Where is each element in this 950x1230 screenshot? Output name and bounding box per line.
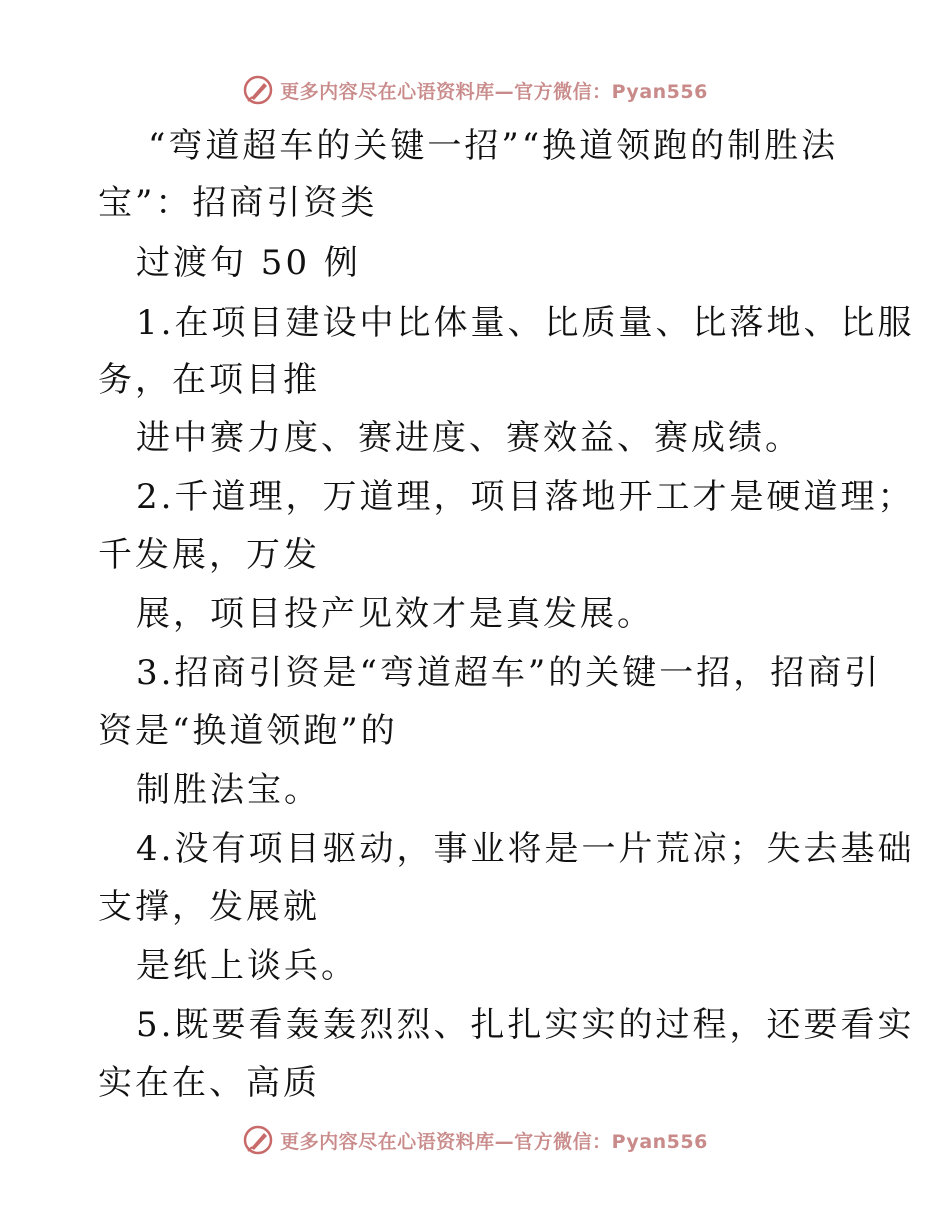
footer-watermark xyxy=(0,1120,950,1160)
text-line: 支撑，发展就 xyxy=(98,887,320,927)
watermark-text: 更多内容尽在心语资料库—官方微信：Pyan556 xyxy=(280,80,708,103)
text-line: 4.没有项目驱动，事业将是一片荒凉；失去基础 xyxy=(136,829,915,869)
text-line: 2.千道理，万道理，项目落地开工才是硬道理； xyxy=(136,477,915,517)
text-line: 是纸上谈兵。 xyxy=(136,946,358,986)
text-line: “弯道超车的关键一招”“换道领跑的制胜法 xyxy=(148,126,839,166)
text-line: 5.既要看轰轰烈烈、扎扎实实的过程，还要看实 xyxy=(136,1005,915,1045)
quill-pen-logo-icon xyxy=(242,1124,274,1156)
text-line: 制胜法宝。 xyxy=(136,770,321,810)
text-line: 1.在项目建设中比体量、比质量、比落地、比服 xyxy=(136,303,915,343)
text-line: 资是“换道领跑”的 xyxy=(98,711,398,751)
text-line: 展，项目投产见效才是真发展。 xyxy=(136,594,654,634)
watermark-text: 更多内容尽在心语资料库—官方微信：Pyan556 xyxy=(280,1130,708,1153)
text-line: 过渡句 50 例 xyxy=(136,243,361,283)
text-line: 千发展，万发 xyxy=(98,535,320,575)
text-line: 务，在项目推 xyxy=(98,360,320,400)
text-line: 进中赛力度、赛进度、赛效益、赛成绩。 xyxy=(136,418,802,458)
text-line: 3.招商引资是“弯道超车”的关键一招，招商引 xyxy=(136,653,882,693)
text-line: 实在在、高质 xyxy=(98,1063,320,1103)
text-line: 宝”：招商引资类 xyxy=(98,183,378,223)
